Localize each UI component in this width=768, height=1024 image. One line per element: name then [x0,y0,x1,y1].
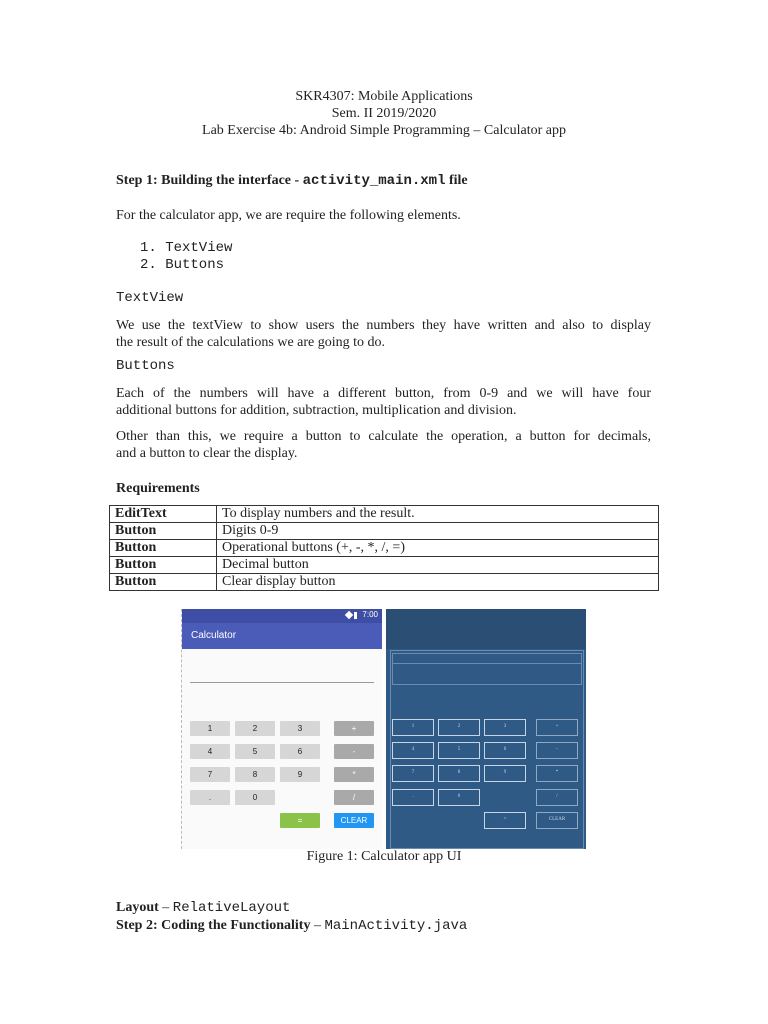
step1-heading [116,172,468,190]
table-cell: EditText [110,506,217,523]
blueprint-button: 8 [438,765,480,782]
table-cell: Button [110,574,217,591]
step1-suffix: file [445,173,468,188]
buttons-heading: Buttons [116,358,175,374]
multiply-button[interactable]: * [334,767,374,782]
blueprint-button: = [484,812,526,829]
lab-title: Lab Exercise 4b: Android Simple Programming – Calculator app [202,123,566,138]
step2-line [116,917,467,935]
step2-dash: – [310,918,325,933]
blueprint-preview [386,609,586,849]
table-row [110,523,659,540]
intro-text: For the calculator app, we are require the following elements. [116,208,461,223]
key-6-button[interactable]: 6 [280,744,320,759]
blueprint-button: * [536,765,578,782]
equals-button[interactable]: = [280,813,320,828]
layout-value: RelativeLayout [172,900,291,916]
key-9-button[interactable]: 9 [280,767,320,782]
step1-file: activity_main.xml [302,173,446,189]
layout-label: Layout [116,900,159,915]
key-8-button[interactable]: 8 [235,767,275,782]
blueprint-button: 4 [392,742,434,759]
status-bar [182,609,382,623]
blueprint-button: 2 [438,719,480,736]
buttons-para-line: additional buttons for addition, subtraction, multiplication and division. [116,403,517,418]
divide-button[interactable]: / [334,790,374,805]
blueprint-button: 9 [484,765,526,782]
layout-line [116,899,290,917]
table-cell: Decimal button [217,557,659,574]
requirements-heading: Requirements [116,481,200,496]
minus-button[interactable]: - [334,744,374,759]
requirements-table [109,505,659,591]
plus-button[interactable]: + [334,721,374,736]
semester: Sem. II 2019/2020 [331,106,437,121]
key-5-button[interactable]: 5 [235,744,275,759]
textview-para-line: We use the textView to show users the numbers they have written and also to display [116,318,651,333]
blueprint-button: 6 [484,742,526,759]
app-bar [182,623,382,649]
table-row [110,574,659,591]
table-cell: Operational buttons (+, -, *, /, =) [217,540,659,557]
calculator-preview [181,609,382,849]
blueprint-button: 1 [392,719,434,736]
table-cell: To display numbers and the result. [217,506,659,523]
key-1-button[interactable]: 1 [190,721,230,736]
buttons-para-line: and a button to clear the display. [116,446,298,461]
buttons-para-line: Each of the numbers will have a different button, from 0-9 and we will have four [116,386,651,401]
table-row [110,557,659,574]
list-item: 2. Buttons [140,257,225,273]
blueprint-appbar [386,609,586,649]
table-cell: Button [110,523,217,540]
step2-value: MainActivity.java [324,918,468,934]
edittext-underline [190,682,374,683]
status-time: 7:00 [362,610,378,619]
key-0-button[interactable]: 0 [235,790,275,805]
buttons-para-line: Other than this, we require a button to calculate the operation, a button for decimals, [116,429,651,444]
table-cell: Button [110,557,217,574]
blueprint-button: 3 [484,719,526,736]
table-row [110,506,659,523]
key-3-button[interactable]: 3 [280,721,320,736]
table-cell: Button [110,540,217,557]
textview-heading: TextView [116,290,184,306]
app-title: Calculator [191,630,237,641]
blueprint-button: CLEAR [536,812,578,829]
table-cell: Digits 0-9 [217,523,659,540]
table-cell: Clear display button [217,574,659,591]
blueprint-button: 5 [438,742,480,759]
blueprint-button: 7 [392,765,434,782]
clear-button[interactable]: CLEAR [334,813,374,828]
figure-caption: Figure 1: Calculator app UI [306,849,462,864]
decimal-button[interactable]: . [190,790,230,805]
layout-dash: – [158,900,173,915]
list-item: 1. TextView [140,240,233,256]
key-2-button[interactable]: 2 [235,721,275,736]
step1-prefix: Step 1: Building the interface - [116,173,303,188]
blueprint-divider [392,663,582,664]
wifi-icon [345,611,353,619]
blueprint-button: + [536,719,578,736]
key-4-button[interactable]: 4 [190,744,230,759]
blueprint-button: / [536,789,578,806]
blueprint-button: - [536,742,578,759]
blueprint-button: 0 [438,789,480,806]
step2-label: Step 2: Coding the Functionality [116,918,311,933]
table-row [110,540,659,557]
key-7-button[interactable]: 7 [190,767,230,782]
battery-icon [354,612,357,619]
textview-para-line: the result of the calculations we are going to do. [116,335,386,350]
course-title: SKR4307: Mobile Applications [295,89,473,104]
blueprint-edittext [392,653,582,685]
blueprint-button: . [392,789,434,806]
